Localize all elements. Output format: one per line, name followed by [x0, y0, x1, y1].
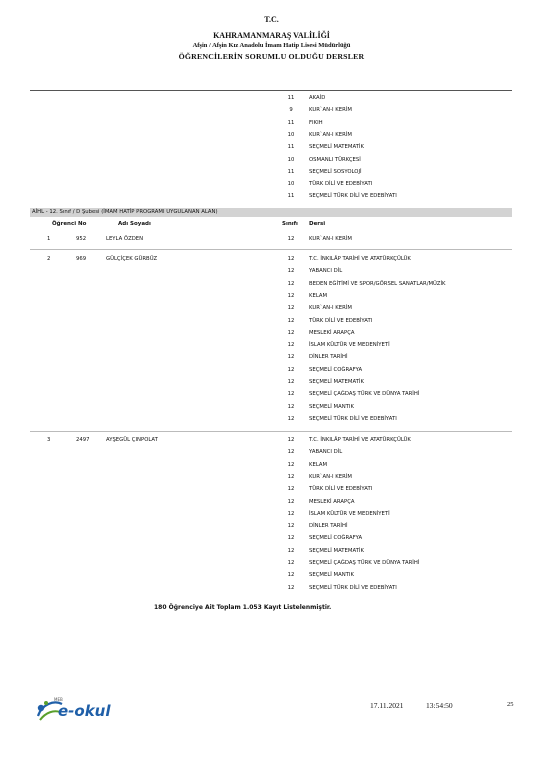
- student-lesson-name: MESLEKİ ARAPÇA: [309, 498, 355, 505]
- carryover-lesson: TÜRK DİLİ VE EDEBİYATI: [309, 181, 373, 188]
- eokul-logo-small: MEB: [54, 697, 63, 702]
- carryover-lesson: KUR`AN-I KERİM: [309, 131, 352, 138]
- student-index: 2: [47, 256, 51, 262]
- student-name: AYŞEGÜL ÇINPOLAT: [106, 437, 158, 443]
- carryover-grade: 10: [287, 181, 295, 188]
- header-line-tc: T.C.: [264, 15, 279, 24]
- student-name: LEYLA ÖZDEN: [106, 236, 144, 242]
- carryover-grade: 9: [289, 107, 293, 114]
- column-header-lesson: Dersi: [309, 221, 326, 227]
- student-lesson-name: TÜRK DİLİ VE EDEBİYATI: [309, 486, 373, 493]
- student-separator: [30, 249, 512, 250]
- student-number: 952: [76, 236, 87, 242]
- student-index: 1: [47, 236, 51, 242]
- student-lesson-name: SEÇMELİ MATEMATİK: [309, 547, 364, 554]
- carryover-grade: 11: [287, 144, 295, 151]
- student-lesson-name: T.C. İNKILÂP TARİHİ VE ATATÜRKÇÜLÜK: [309, 437, 411, 443]
- student-lesson-grade: 12: [287, 461, 295, 468]
- student-lesson-grade: 12: [287, 523, 295, 530]
- student-lesson-name: KUR`AN-I KERİM: [309, 236, 352, 242]
- carryover-grade: 10: [287, 131, 295, 138]
- student-lesson-name: İSLAM KÜLTÜR VE MEDENİYETİ: [309, 510, 390, 517]
- student-lesson-name: T.C. İNKILÂP TARİHİ VE ATATÜRKÇÜLÜK: [309, 256, 411, 262]
- carryover-grade: 11: [287, 95, 295, 101]
- footer-date: 17.11.2021: [370, 701, 404, 710]
- column-header-student-no: Öğrenci No: [52, 221, 87, 227]
- footer-page-number: 25: [507, 701, 514, 708]
- student-lesson-grade: 12: [287, 498, 295, 505]
- student-separator: [30, 431, 512, 432]
- student-lesson-name: SEÇMELİ MANTIK: [309, 572, 354, 579]
- student-lesson-name: SEÇMELİ MATEMATİK: [309, 379, 364, 385]
- eokul-logo: [32, 694, 122, 728]
- student-lesson-grade: 12: [287, 473, 295, 480]
- student-lesson-grade: 12: [287, 256, 295, 262]
- carryover-grade: 11: [287, 119, 295, 126]
- student-lesson-name: DİNLER TARİHİ: [309, 354, 348, 361]
- student-number: 969: [76, 256, 87, 262]
- student-name: GÜLÇİÇEK GÜRBÜZ: [106, 256, 158, 262]
- student-lesson-grade: 12: [287, 584, 295, 591]
- student-lesson-grade: 12: [287, 510, 295, 517]
- student-lesson-grade: 12: [287, 415, 295, 422]
- footer-time: 13:54:50: [426, 701, 453, 710]
- eokul-logo-text: e-okul: [58, 702, 111, 720]
- header-divider: [30, 90, 512, 91]
- student-lesson-name: BEDEN EĞİTİMİ VE SPOR/GÖRSEL SANATLAR/MÜZİK: [309, 280, 446, 287]
- student-lesson-name: SEÇMELİ ÇAĞDAŞ TÜRK VE DÜNYA TARİHİ: [309, 560, 420, 566]
- student-lesson-grade: 12: [287, 572, 295, 579]
- student-lesson-name: SEÇMELİ MANTIK: [309, 403, 354, 410]
- student-lesson-grade: 12: [287, 366, 295, 373]
- student-lesson-grade: 12: [287, 560, 295, 566]
- student-lesson-grade: 12: [287, 268, 295, 275]
- student-lesson-grade: 12: [287, 305, 295, 312]
- student-lesson-name: KUR`AN-I KERİM: [309, 473, 352, 480]
- student-lesson-name: SEÇMELİ COĞRAFYA: [309, 366, 363, 373]
- student-lesson-grade: 12: [287, 391, 295, 398]
- student-lesson-grade: 12: [287, 292, 295, 299]
- student-lesson-name: YABANCI DİL: [309, 449, 343, 456]
- student-lesson-grade: 12: [287, 329, 295, 336]
- student-lesson-grade: 12: [287, 547, 295, 554]
- student-lesson-name: KELAM: [309, 461, 328, 468]
- carryover-grade: 11: [287, 168, 295, 175]
- carryover-grade: 10: [287, 156, 295, 163]
- student-lesson-grade: 12: [287, 449, 295, 456]
- student-lesson-name: YABANCI DİL: [309, 268, 343, 275]
- student-lesson-grade: 12: [287, 403, 295, 410]
- header-line-title: ÖĞRENCİLERİN SORUMLU OLDUĞU DERSLER: [178, 52, 365, 61]
- student-lesson-grade: 12: [287, 342, 295, 349]
- student-lesson-name: MESLEKİ ARAPÇA: [309, 329, 355, 336]
- column-header-grade: Sınıfı: [282, 221, 298, 227]
- header-line-school: Afşin / Afşin Kız Anadolu İmam Hatip Lisesi Müdürlüğü: [192, 42, 351, 49]
- student-index: 3: [47, 437, 51, 443]
- column-header-name: Adı Soyadı: [118, 221, 151, 227]
- carryover-lesson: FIKIH: [309, 119, 323, 126]
- carryover-lesson: SEÇMELİ MATEMATİK: [309, 144, 364, 151]
- student-lesson-grade: 12: [287, 437, 295, 443]
- carryover-lesson: AKAİD: [309, 95, 326, 101]
- carryover-lesson: SEÇMELİ SOSYOLOJİ: [309, 168, 362, 175]
- student-lesson-grade: 12: [287, 354, 295, 361]
- student-lesson-name: DİNLER TARİHİ: [309, 523, 348, 530]
- student-lesson-name: KELAM: [309, 292, 328, 299]
- student-lesson-name: KUR`AN-I KERİM: [309, 305, 352, 312]
- student-lesson-grade: 12: [287, 535, 295, 542]
- student-lesson-grade: 12: [287, 379, 295, 385]
- student-lesson-name: SEÇMELİ TÜRK DİLİ VE EDEBİYATI: [309, 415, 397, 422]
- student-lesson-grade: 12: [287, 486, 295, 493]
- student-lesson-name: SEÇMELİ TÜRK DİLİ VE EDEBİYATI: [309, 584, 397, 591]
- student-lesson-name: SEÇMELİ ÇAĞDAŞ TÜRK VE DÜNYA TARİHİ: [309, 391, 420, 398]
- student-lesson-grade: 12: [287, 280, 295, 287]
- document-header: [0, 14, 543, 62]
- student-lesson-grade: 12: [287, 317, 295, 324]
- carryover-lesson: KUR`AN-I KERİM: [309, 107, 352, 114]
- carryover-grade: 11: [287, 193, 295, 200]
- section-title-bar: AİHL - 12. Sınıf / D Şubesi (İMAM HATİP PROGRAMI UYGULANAN ALAN): [30, 208, 512, 217]
- student-lesson-name: İSLAM KÜLTÜR VE MEDENİYETİ: [309, 342, 390, 349]
- student-number: 2497: [76, 437, 90, 443]
- header-line-governorship: KAHRAMANMARAŞ VALİLİĞİ: [213, 31, 330, 40]
- carryover-lesson: SEÇMELİ TÜRK DİLİ VE EDEBİYATI: [309, 193, 397, 200]
- total-summary: 180 Öğrenciye Ait Toplam 1.053 Kayıt Listelenmiştir.: [154, 604, 332, 611]
- student-lesson-name: SEÇMELİ COĞRAFYA: [309, 535, 363, 542]
- student-lesson-name: TÜRK DİLİ VE EDEBİYATI: [309, 317, 373, 324]
- student-lesson-grade: 12: [287, 236, 295, 242]
- carryover-lesson: OSMANLI TÜRKÇESİ: [309, 156, 361, 163]
